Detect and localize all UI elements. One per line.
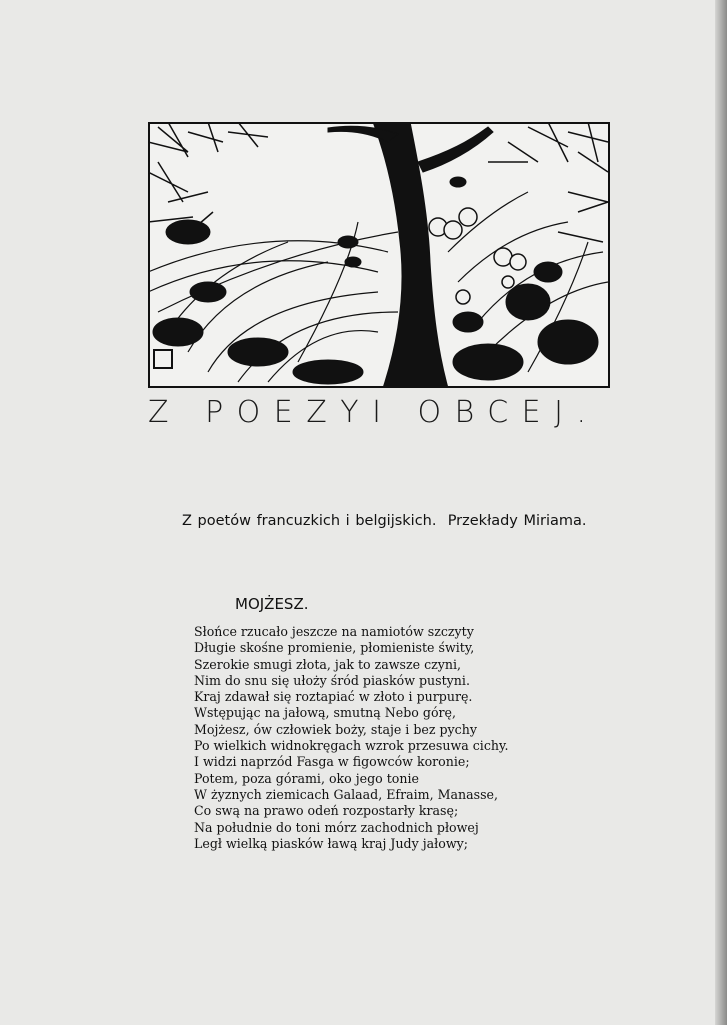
poem-line: Długie skośne promienie, płomieniste świty, — [194, 640, 475, 656]
poem-line: Na południe do toni mórz zachodnich płowej — [194, 819, 479, 835]
poem-line: Szerokie smugi złota, jak to zawsze czyni, — [194, 656, 462, 672]
tree-illustration — [148, 122, 610, 388]
poem-line: Potem, poza górami, oko jego tonie — [194, 770, 419, 786]
subtitle: Z poetów francuzkich i belgijskich. Przekłady Miriama. — [182, 513, 587, 529]
poem-line: Legł wielką piasków ławą kraj Judy jałowy; — [194, 835, 468, 851]
poem-line: Wstępując na jałową, smutną Nebo górę, — [194, 705, 456, 721]
poem-line: I widzi naprzód Fasga w figowców koronie; — [194, 754, 470, 770]
poem-body — [194, 624, 508, 852]
poem-title: MOJŻESZ. — [235, 595, 309, 613]
poem-line: W żyznych ziemicach Galaad, Efraim, Manasse, — [194, 786, 498, 802]
poem-line: Po wielkich widnokręgach wzrok przesuwa cichy. — [194, 738, 509, 754]
poem-line: Nim do snu się ułoży śród piasków pustyni. — [194, 672, 470, 688]
poem-line: Słońce rzucało jeszcze na namiotów szczyty — [194, 624, 474, 639]
page-edge-shadow — [715, 0, 727, 1025]
poem-line: Mojżesz, ów człowiek boży, staje i bez pychy — [194, 721, 477, 737]
section-title: Z POEZYI OBCEJ. — [148, 395, 600, 430]
poem-line: Co swą na prawo odeń rozpostarły krasę; — [194, 803, 459, 819]
poem-line: Kraj zdawał się roztapiać w złoto i purpurę. — [194, 689, 473, 705]
